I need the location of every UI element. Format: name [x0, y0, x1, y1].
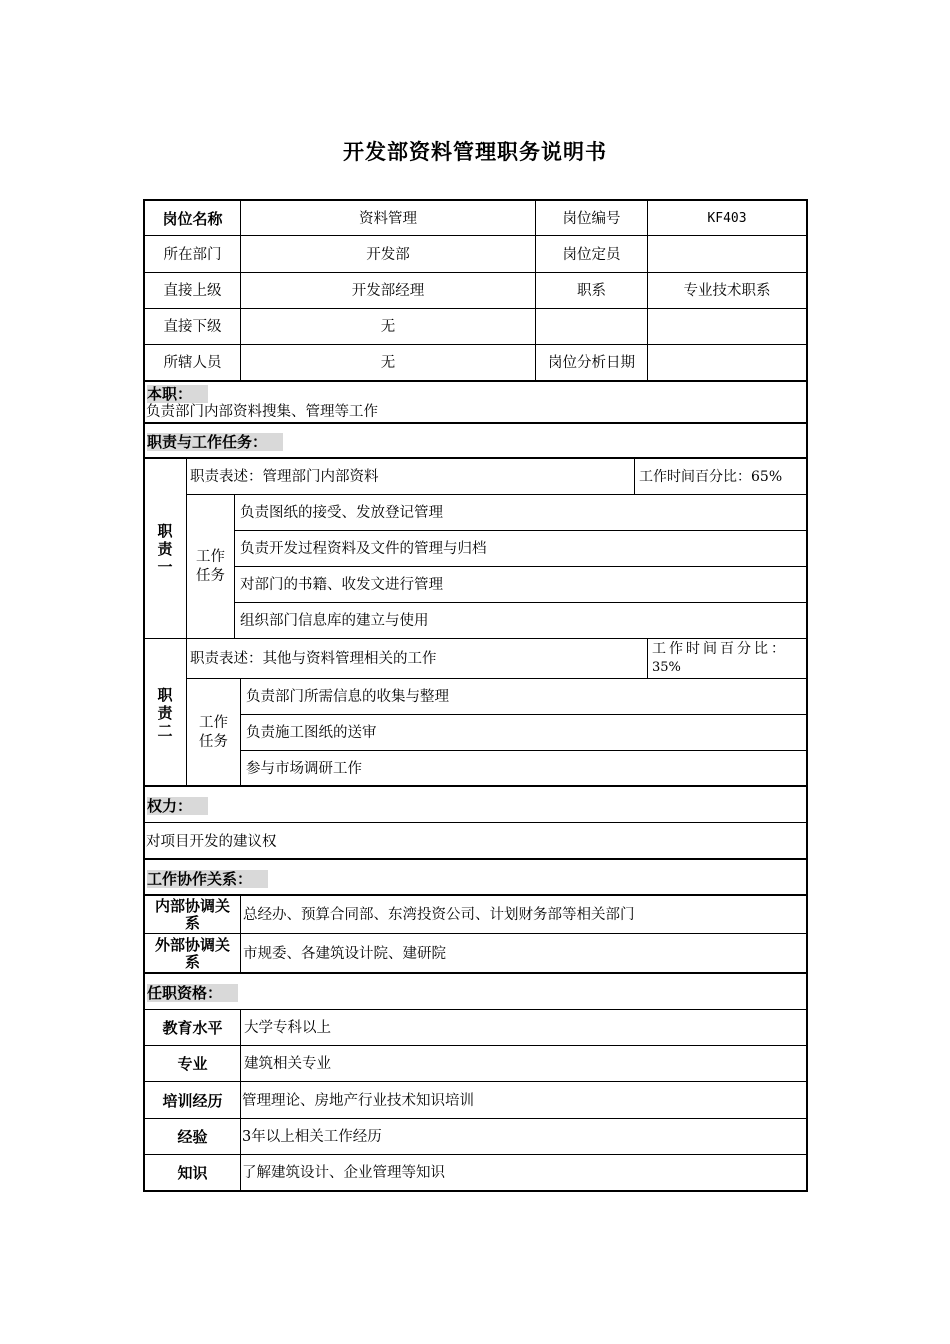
authority-label: 权力：	[147, 797, 208, 815]
major-label: 专业	[177, 1055, 208, 1073]
position-code-label: 岗位编号	[562, 211, 621, 227]
duty1-task: 负责开发过程资料及文件的管理与归档	[240, 541, 487, 557]
duty1-task: 对部门的书籍、收发文进行管理	[240, 577, 443, 593]
job-description-form: 岗位名称 资料管理 岗位编号 KF403 所在部门 开发部 岗位定员 直接上级 开发部经理 职系 专业技术职系 直接下级 无 所辖人员 无 岗位分析日期 本职： 负责部门内部资料搜集、管理等工作 职责与工作任务： 职 责 一 职责表述：管理部门内部资料 工作时间百分比：65% 工作 任务 负责图纸的接受、发放登记管理 负责开发过程资料及文件的管理与归档 对部门的书籍、收发文进行管理 组织部门信息库的建立与使用 职 责 二 职责表述：其他与资料管理相关的工作 工作时间百分比： 35% 工作 任务 负责部门所需信息的收集与整理 负责施工图纸的送审 参与市场调研工作 权力： 对项目开发的建议权 工作协作关系： 内部协调关 系 总经办、预算合同部、东湾投资公司、计划财务部等相关部门 外部协调关 系 市规委、各建筑设计院、建研院 任职资格： 教育水平 大学专科以上 专业 建筑相关专业 培训经历 管理理论、房地产行业技术知识培训 经验 3年以上相关工作经历 知识 了解建筑设计、企业管理等知识	[0, 0, 950, 1344]
staff-value: 无	[380, 355, 396, 371]
duty2-percent-line1: 工作时间百分比：	[652, 641, 788, 657]
duty1-task: 组织部门信息库的建立与使用	[240, 613, 429, 629]
duty2-task: 负责施工图纸的送审	[246, 725, 377, 741]
position-name-label: 岗位名称	[162, 210, 223, 228]
duty1-tasks-label-2: 任务	[196, 568, 225, 584]
duty1-percent: 工作时间百分比：65%	[639, 469, 783, 485]
internal-relations-label-1: 内部协调关	[154, 897, 230, 915]
internal-relations-text: 总经办、预算合同部、东湾投资公司、计划财务部等相关部门	[243, 907, 635, 923]
staff-label: 所辖人员	[163, 355, 222, 371]
department-label: 所在部门	[163, 247, 222, 263]
page-title: 开发部资料管理职务说明书	[343, 140, 607, 164]
external-relations-label-2: 系	[184, 953, 200, 971]
job-series-label: 职系	[577, 283, 606, 299]
main-duty-text: 负责部门内部资料搜集、管理等工作	[146, 404, 378, 420]
internal-relations-label-2: 系	[184, 914, 200, 932]
department-value: 开发部	[366, 247, 410, 263]
superior-label: 直接上级	[163, 283, 222, 299]
authority-text: 对项目开发的建议权	[146, 834, 277, 850]
experience-value: 3年以上相关工作经历	[242, 1129, 382, 1145]
duty2-statement: 职责表述：其他与资料管理相关的工作	[190, 651, 437, 667]
duty2-percent-line2: 35%	[652, 660, 681, 675]
main-duty-label: 本职：	[147, 385, 208, 403]
duty2-task: 负责部门所需信息的收集与整理	[246, 689, 449, 705]
experience-label: 经验	[177, 1128, 208, 1146]
position-name-value: 资料管理	[359, 211, 417, 227]
education-label: 教育水平	[162, 1019, 223, 1037]
education-value: 大学专科以上	[244, 1020, 331, 1036]
major-value: 建筑相关专业	[244, 1056, 331, 1072]
duty2-task: 参与市场调研工作	[246, 761, 362, 777]
position-code-value: KF403	[707, 211, 747, 226]
duty2-tasks-label-1: 工作	[199, 715, 228, 731]
duty1-statement: 职责表述：管理部门内部资料	[190, 469, 379, 485]
subordinate-label: 直接下级	[163, 319, 222, 335]
qualifications-label: 任职资格：	[147, 984, 238, 1002]
duty1-tasks-label-1: 工作	[196, 549, 225, 565]
duty1-task: 负责图纸的接受、发放登记管理	[240, 505, 443, 521]
subordinate-value: 无	[380, 319, 396, 335]
external-relations-text: 市规委、各建筑设计院、建研院	[243, 946, 446, 962]
duties-header: 职责与工作任务：	[147, 433, 283, 451]
relations-label: 工作协作关系：	[147, 870, 268, 888]
training-value: 管理理论、房地产行业技术知识培训	[242, 1093, 474, 1109]
superior-value: 开发部经理	[351, 283, 425, 299]
external-relations-label-1: 外部协调关	[154, 936, 230, 954]
headcount-label: 岗位定员	[562, 247, 621, 263]
knowledge-value: 了解建筑设计、企业管理等知识	[242, 1165, 445, 1181]
analysis-date-label: 岗位分析日期	[548, 355, 635, 371]
training-label: 培训经历	[162, 1092, 223, 1110]
job-series-value: 专业技术职系	[683, 283, 771, 299]
duty2-tasks-label-2: 任务	[199, 734, 228, 750]
knowledge-label: 知识	[177, 1164, 208, 1182]
